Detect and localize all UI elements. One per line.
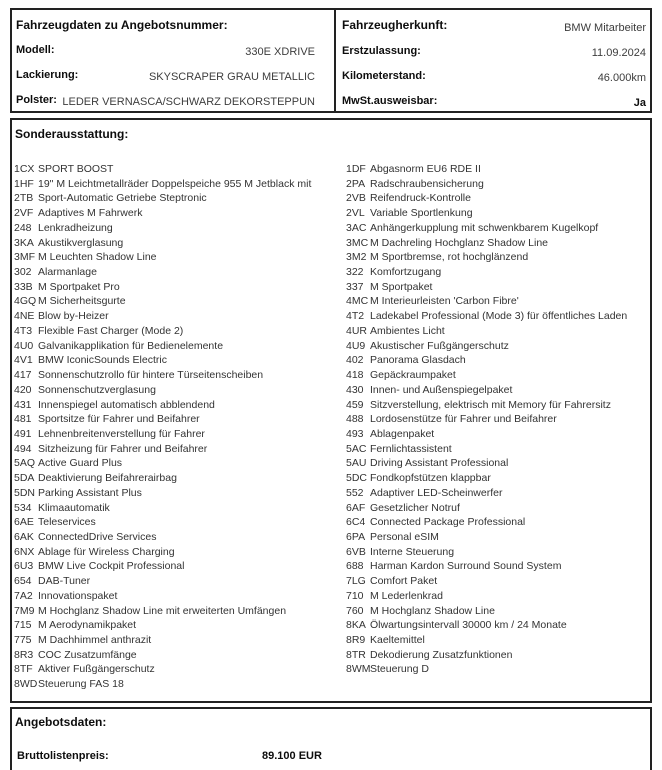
equipment-item — [346, 368, 648, 383]
equipment-item-code: 654 — [14, 575, 32, 588]
equipment-item-code: 1HF — [14, 177, 34, 190]
equipment-item — [346, 324, 648, 339]
equipment-item — [14, 294, 334, 309]
equipment-item — [14, 368, 334, 383]
equipment-item-name: Panorama Glasdach — [370, 354, 466, 367]
equipment-item-code: 4T3 — [14, 324, 33, 337]
equipment-item — [14, 574, 334, 589]
equipment-item — [14, 280, 334, 295]
equipment-item-code: 710 — [346, 589, 364, 602]
equipment-item-code: 420 — [14, 383, 32, 396]
equipment-item-name: BMW Live Cockpit Professional — [38, 560, 185, 573]
equipment-item-name: Sport-Automatic Getriebe Steptronic — [38, 192, 207, 205]
vehicle-data-title: Fahrzeugdaten zu Angebotsnummer: — [16, 18, 228, 32]
equipment-item-name: Klimaautomatik — [38, 501, 110, 514]
equipment-item-name: M Hochglanz Shadow Line — [370, 604, 495, 617]
equipment-item-code: 534 — [14, 501, 32, 514]
equipment-item — [346, 501, 648, 516]
equipment-item-name: Gepäckraumpaket — [370, 369, 456, 382]
equipment-item-code: 430 — [346, 383, 364, 396]
equipment-item-name: Harman Kardon Surround Sound System — [370, 560, 562, 573]
equipment-item — [14, 486, 334, 501]
equipment-item — [346, 559, 648, 574]
equipment-item-name: Komfortzugang — [370, 266, 442, 279]
equipment-item-code: 4NE — [14, 310, 35, 323]
equipment-item-code: 2VL — [346, 207, 365, 220]
equipment-item-name: Aktiver Fußgängerschutz — [38, 663, 155, 676]
equipment-item — [346, 294, 648, 309]
equipment-item-code: 7A2 — [14, 589, 33, 602]
equipment-item-code: 4V1 — [14, 354, 33, 367]
equipment-item-code: 2VB — [346, 192, 366, 205]
equipment-item — [14, 221, 334, 236]
equipment-item — [346, 221, 648, 236]
equipment-item-name: BMW IconicSounds Electric — [38, 354, 167, 367]
equipment-item-name: Kaeltemittel — [370, 634, 425, 646]
equipment-item — [346, 471, 648, 486]
gross-list-price-value: 89.100 EUR — [262, 750, 322, 762]
equipment-item — [346, 265, 648, 280]
first-registration-value: 11.09.2024 — [591, 47, 646, 59]
equipment-item-code: 418 — [346, 369, 364, 382]
offer-data-box — [10, 707, 652, 770]
equipment-item-name: Driving Assistant Professional — [370, 457, 509, 470]
equipment-item — [14, 633, 334, 648]
equipment-item-name: Ladekabel Professional (Mode 3) für öffentliches Laden — [370, 310, 628, 323]
equipment-item-code: 481 — [14, 413, 32, 426]
equipment-item-name: Flexible Fast Charger (Mode 2) — [38, 324, 184, 337]
equipment-item-name: M Sportpaket — [370, 280, 433, 293]
equipment-item-code: 5DC — [346, 472, 368, 485]
vat-row — [342, 95, 646, 107]
equipment-item — [14, 353, 334, 368]
equipment-item — [346, 589, 648, 604]
first-registration-label: Erstzulassung: — [342, 45, 421, 57]
equipment-item — [14, 501, 334, 516]
equipment-item — [14, 250, 334, 265]
equipment-column-right — [346, 162, 648, 677]
equipment-item-code: 4GQ — [14, 295, 37, 308]
equipment-item-name: SPORT BOOST — [38, 163, 114, 175]
equipment-item — [14, 648, 334, 663]
equipment-item-name: 19" M Leichtmetallräder Doppelspeiche 955 M Jetblack mit — [38, 177, 312, 190]
equipment-item-code: 5AU — [346, 457, 367, 470]
equipment-item — [14, 162, 334, 177]
equipment-item-name: Sportsitze für Fahrer und Beifahrer — [38, 413, 200, 426]
equipment-item-code: 4T2 — [346, 310, 365, 323]
equipment-item-code: 3MC — [346, 236, 369, 249]
equipment-item — [14, 398, 334, 413]
equipment-item — [346, 427, 648, 442]
equipment-item — [346, 442, 648, 457]
equipment-item-name: Sitzverstellung, elektrisch mit Memory für Fahrersitz — [370, 398, 611, 411]
equipment-item — [14, 191, 334, 206]
equipment-item-name: M Dachreling Hochglanz Shadow Line — [370, 236, 549, 249]
upholstery-row — [16, 94, 315, 106]
equipment-item-name: Sitzheizung für Fahrer und Beifahrer — [38, 442, 208, 455]
equipment-item-name: M Sicherheitsgurte — [38, 295, 126, 308]
equipment-item-name: Alarmanlage — [38, 266, 97, 279]
equipment-item-code: 417 — [14, 369, 32, 382]
equipment-item — [346, 515, 648, 530]
equipment-item-name: Adaptives M Fahrwerk — [38, 207, 143, 220]
equipment-item-code: 322 — [346, 266, 364, 279]
equipment-item — [346, 648, 648, 663]
equipment-item-name: Parking Assistant Plus — [38, 486, 142, 499]
equipment-item — [346, 530, 648, 545]
equipment-item-code: 8R3 — [14, 648, 34, 661]
equipment-item-code: 6NX — [14, 545, 35, 558]
equipment-item-code: 8WM — [346, 663, 371, 676]
equipment-item-code: 494 — [14, 442, 32, 455]
equipment-item-code: 302 — [14, 266, 32, 279]
paint-label: Lackierung: — [16, 69, 79, 81]
equipment-item — [14, 427, 334, 442]
equipment-item-code: 402 — [346, 354, 364, 367]
equipment-item-name: Reifendruck-Kontrolle — [370, 192, 471, 205]
equipment-item-name: Anhängerkupplung mit schwenkbarem Kugelkopf — [370, 221, 599, 234]
equipment-item — [346, 353, 648, 368]
equipment-item-name: Gesetzlicher Notruf — [370, 501, 460, 514]
equipment-item-name: M Lederlenkrad — [370, 589, 443, 602]
equipment-item-code: 491 — [14, 427, 32, 440]
equipment-item-name: Active Guard Plus — [38, 457, 123, 470]
equipment-item-name: M Aerodynamikpaket — [38, 619, 137, 632]
equipment-item-code: 3MF — [14, 251, 35, 264]
equipment-item-name: Blow by-Heizer — [38, 310, 109, 323]
equipment-item-code: 1DF — [346, 163, 366, 175]
equipment-item-code: 6VB — [346, 545, 366, 558]
equipment-item-name: ConnectedDrive Services — [38, 530, 157, 543]
equipment-item-code: 760 — [346, 604, 364, 617]
equipment-item — [14, 309, 334, 324]
first-registration-row — [342, 45, 646, 57]
mileage-label: Kilometerstand: — [342, 70, 426, 82]
upholstery-label: Polster: — [16, 94, 57, 106]
equipment-item-name: Fondkopfstützen klappbar — [370, 472, 491, 485]
equipment-item-code: 3AC — [346, 221, 367, 234]
equipment-item-code: 7M9 — [14, 604, 35, 617]
equipment-item — [14, 177, 334, 192]
equipment-item-code: 488 — [346, 413, 364, 426]
equipment-item-code: 6AE — [14, 516, 34, 529]
equipment-item-code: 7LG — [346, 575, 366, 588]
equipment-item-code: 5AQ — [14, 457, 36, 470]
equipment-item — [14, 383, 334, 398]
mileage-value: 46.000km — [597, 72, 646, 84]
equipment-item — [346, 309, 648, 324]
equipment-item — [346, 618, 648, 633]
equipment-item — [14, 677, 334, 692]
equipment-item-code: 4U0 — [14, 339, 34, 352]
equipment-item-code: 552 — [346, 486, 364, 499]
equipment-item-name: Innovationspaket — [38, 589, 118, 602]
vehicle-data-left-cell — [12, 10, 336, 111]
equipment-item-code: 8WD — [14, 678, 38, 691]
gross-list-price-label: Bruttolistenpreis: — [17, 750, 109, 762]
equipment-item — [14, 442, 334, 457]
equipment-item-code: 6PA — [346, 530, 366, 543]
equipment-item-name: Ölwartungsintervall 30000 km / 24 Monate — [370, 619, 567, 632]
equipment-item — [14, 265, 334, 280]
equipment-item-name: Galvanikapplikation für Bedienelemente — [38, 339, 224, 352]
equipment-item-code: 2VF — [14, 207, 34, 220]
equipment-item-code: 8R9 — [346, 634, 366, 646]
paint-row — [16, 69, 315, 81]
equipment-item — [346, 456, 648, 471]
equipment-item-name: DAB-Tuner — [38, 575, 91, 588]
equipment-item — [346, 236, 648, 251]
equipment-item-code: 715 — [14, 619, 32, 632]
vehicle-data-box — [10, 8, 652, 113]
equipment-item-code: 1CX — [14, 163, 35, 175]
equipment-item — [14, 662, 334, 677]
origin-value: BMW Mitarbeiter — [564, 22, 646, 34]
mileage-row — [342, 70, 646, 82]
equipment-item — [346, 383, 648, 398]
equipment-item-code: 6C4 — [346, 516, 366, 529]
equipment-item-name: Abgasnorm EU6 RDE II — [370, 163, 481, 175]
equipment-item-name: COC Zusatzumfänge — [38, 648, 137, 661]
origin-row — [342, 19, 646, 32]
equipment-item-code: 8TR — [346, 648, 366, 661]
equipment-item-name: Teleservices — [38, 516, 96, 529]
equipment-item-name: Comfort Paket — [370, 575, 438, 588]
equipment-item-code: 5AC — [346, 442, 367, 455]
equipment-item-code: 8KA — [346, 619, 366, 632]
equipment-item-code: 4MC — [346, 295, 369, 308]
equipment-item-code: 2TB — [14, 192, 34, 205]
equipment-item-name: Sonnenschutzrollo für hintere Türseitenscheiben — [38, 369, 264, 382]
equipment-item-name: Deaktivierung Beifahrerairbag — [38, 472, 177, 485]
upholstery-value: LEDER VERNASCA/SCHWARZ DEKORSTEPPUN — [62, 96, 315, 108]
equipment-item-code: 8TF — [14, 663, 33, 676]
equipment-item — [14, 559, 334, 574]
equipment-item — [346, 574, 648, 589]
equipment-item — [346, 633, 648, 648]
special-equipment-box — [10, 118, 652, 703]
equipment-item-name: M Sportbremse, rot hochglänzend — [370, 251, 529, 264]
vat-value: Ja — [633, 97, 646, 109]
equipment-item-name: Ambientes Licht — [370, 324, 445, 337]
equipment-item-name: Innen- und Außenspiegelpaket — [370, 383, 513, 396]
model-row — [16, 44, 315, 56]
model-label: Modell: — [16, 44, 55, 56]
equipment-item — [346, 604, 648, 619]
equipment-item-code: 6AF — [346, 501, 366, 514]
equipment-item — [346, 412, 648, 427]
equipment-item-name: Akustischer Fußgängerschutz — [370, 339, 509, 352]
equipment-item — [346, 250, 648, 265]
equipment-item-code: 6AK — [14, 530, 34, 543]
vehicle-data-right-cell — [336, 10, 650, 111]
equipment-item-name: Variable Sportlenkung — [370, 207, 473, 220]
equipment-item — [14, 412, 334, 427]
equipment-item-name: M Interieurleisten 'Carbon Fibre' — [370, 295, 519, 308]
equipment-item-name: M Sportpaket Pro — [38, 280, 120, 293]
equipment-item — [346, 545, 648, 560]
equipment-item-name: Interne Steuerung — [370, 545, 455, 558]
equipment-item — [346, 662, 648, 677]
equipment-item-code: 5DA — [14, 472, 35, 485]
equipment-item — [14, 515, 334, 530]
equipment-item-name: Personal eSIM — [370, 530, 439, 543]
equipment-item — [346, 339, 648, 354]
equipment-item-code: 337 — [346, 280, 364, 293]
equipment-item-name: Steuerung D — [370, 663, 429, 676]
equipment-item — [14, 618, 334, 633]
equipment-item-name: Radschraubensicherung — [370, 177, 484, 190]
equipment-item-name: Adaptiver LED-Scheinwerfer — [370, 486, 503, 499]
equipment-item — [14, 604, 334, 619]
equipment-item-name: Innenspiegel automatisch abblendend — [38, 398, 215, 411]
equipment-item — [14, 456, 334, 471]
equipment-item-name: Lordosenstütze für Fahrer und Beifahrer — [370, 413, 557, 426]
equipment-item-code: 3KA — [14, 236, 34, 249]
equipment-item-code: 459 — [346, 398, 364, 411]
equipment-item-code: 4UR — [346, 324, 368, 337]
equipment-item — [14, 206, 334, 221]
special-equipment-title: Sonderausstattung: — [15, 127, 129, 141]
equipment-item-name: M Hochglanz Shadow Line mit erweiterten Umfängen — [38, 604, 287, 617]
equipment-column-left — [14, 162, 334, 692]
equipment-item-code: 5DN — [14, 486, 36, 499]
equipment-item-name: Lehnenbreitenverstellung für Fahrer — [38, 427, 205, 440]
equipment-item-name: Connected Package Professional — [370, 516, 526, 529]
equipment-item-name: Akustikverglasung — [38, 236, 124, 249]
origin-label: Fahrzeugherkunft: — [342, 18, 448, 32]
equipment-item-code: 3M2 — [346, 251, 367, 264]
equipment-item — [346, 486, 648, 501]
equipment-item-name: Dekodierung Zusatzfunktionen — [370, 648, 513, 661]
equipment-item-name: Fernlichtassistent — [370, 442, 452, 455]
equipment-item — [346, 177, 648, 192]
equipment-item-code: 431 — [14, 398, 32, 411]
equipment-item-name: Ablage für Wireless Charging — [38, 545, 175, 558]
equipment-item-name: M Dachhimmel anthrazit — [38, 634, 152, 646]
model-value: 330E XDRIVE — [245, 46, 315, 58]
equipment-item-code: 775 — [14, 634, 32, 646]
equipment-item-name: Ablagenpaket — [370, 427, 435, 440]
equipment-item — [14, 339, 334, 354]
equipment-item-code: 2PA — [346, 177, 366, 190]
equipment-item — [14, 545, 334, 560]
equipment-item-name: M Leuchten Shadow Line — [38, 251, 157, 264]
equipment-item — [14, 236, 334, 251]
equipment-item-code: 6U3 — [14, 560, 34, 573]
equipment-item — [14, 589, 334, 604]
equipment-item — [346, 280, 648, 295]
equipment-item — [346, 206, 648, 221]
equipment-item — [14, 324, 334, 339]
equipment-item-code: 4U9 — [346, 339, 366, 352]
equipment-item-code: 248 — [14, 221, 32, 234]
offer-data-title: Angebotsdaten: — [15, 715, 107, 729]
equipment-item — [346, 162, 648, 177]
equipment-item — [346, 398, 648, 413]
equipment-item — [346, 191, 648, 206]
paint-value: SKYSCRAPER GRAU METALLIC — [148, 71, 315, 83]
equipment-item — [14, 530, 334, 545]
equipment-item-name: Sonnenschutzverglasung — [38, 383, 156, 396]
vat-label: MwSt.ausweisbar: — [342, 95, 438, 107]
equipment-item-code: 688 — [346, 560, 364, 573]
equipment-item — [14, 471, 334, 486]
equipment-item-name: Lenkradheizung — [38, 221, 113, 234]
equipment-item-name: Steuerung FAS 18 — [38, 678, 124, 691]
equipment-item-code: 493 — [346, 427, 364, 440]
equipment-item-code: 33B — [14, 280, 33, 293]
